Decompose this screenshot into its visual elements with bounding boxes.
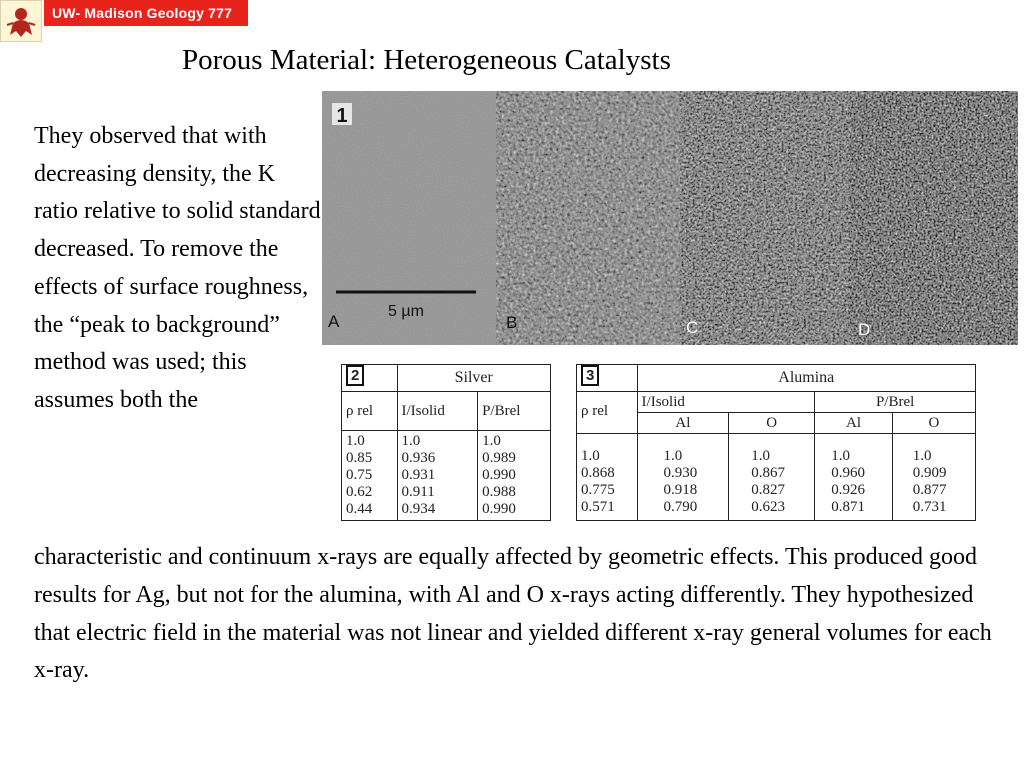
table-title: Silver [397, 365, 550, 392]
i-o-column: 1.0 0.867 0.827 0.623 [729, 434, 815, 521]
table-number: 2 [346, 365, 364, 386]
p-o-column: 1.0 0.909 0.877 0.731 [892, 434, 975, 521]
rho-column: 1.0 0.868 0.775 0.571 [577, 434, 638, 521]
p-brel-column: 1.0 0.989 0.990 0.988 0.990 [478, 431, 551, 521]
panel-label-b: B [506, 313, 518, 332]
sub-header: Al [637, 413, 729, 434]
alumina-table [576, 364, 976, 521]
group-header: I/Isolid [637, 392, 815, 413]
p-al-column: 1.0 0.960 0.926 0.871 [815, 434, 893, 521]
micrograph-panel-b [496, 91, 680, 345]
micrograph-panel-c [680, 91, 850, 345]
sub-header: O [892, 413, 975, 434]
badger-logo-icon [1, 1, 41, 41]
panel-label-d: D [858, 320, 871, 339]
logo [0, 0, 42, 42]
silver-table [341, 364, 551, 521]
table-number: 3 [581, 365, 599, 386]
panel-label-c: C [686, 318, 699, 337]
i-isolid-column: 1.0 0.936 0.931 0.911 0.934 [397, 431, 478, 521]
page-title: Porous Material: Heterogeneous Catalysts [182, 44, 671, 76]
micrograph-panel-d [850, 91, 1018, 345]
sem-micrograph-figure [322, 91, 1018, 345]
column-header: P/Brel [478, 392, 551, 431]
sub-header: Al [815, 413, 893, 434]
scale-bar-label: 5 µm [388, 303, 424, 320]
table-title: Alumina [637, 365, 975, 392]
body-paragraph: characteristic and continuum x-rays are equally affected by geometric effects. This produced good results for Ag, but not for the alumina, with Al and O x-rays acting differently. They hypothesized that electric field in the material was not linear and yielded different x-ray general volumes for each x-ray. [34, 544, 992, 684]
column-header: ρ rel [577, 392, 638, 434]
header-badge: UW- Madison Geology 777 [44, 0, 248, 26]
panel-label-a: A [328, 312, 340, 331]
rho-column: 1.0 0.85 0.75 0.62 0.44 [342, 431, 398, 521]
intro-paragraph: They observed that with decreasing density, the K ratio relative to solid standard decreased. To remove the effects of surface roughness, the “peak to background” method was used; this assumes both the [34, 123, 321, 413]
group-header: P/Brel [815, 392, 976, 413]
i-al-column: 1.0 0.930 0.918 0.790 [637, 434, 729, 521]
column-header: ρ rel [342, 392, 398, 431]
figure-number: 1 [336, 105, 348, 127]
column-header: I/Isolid [397, 392, 478, 431]
sub-header: O [729, 413, 815, 434]
